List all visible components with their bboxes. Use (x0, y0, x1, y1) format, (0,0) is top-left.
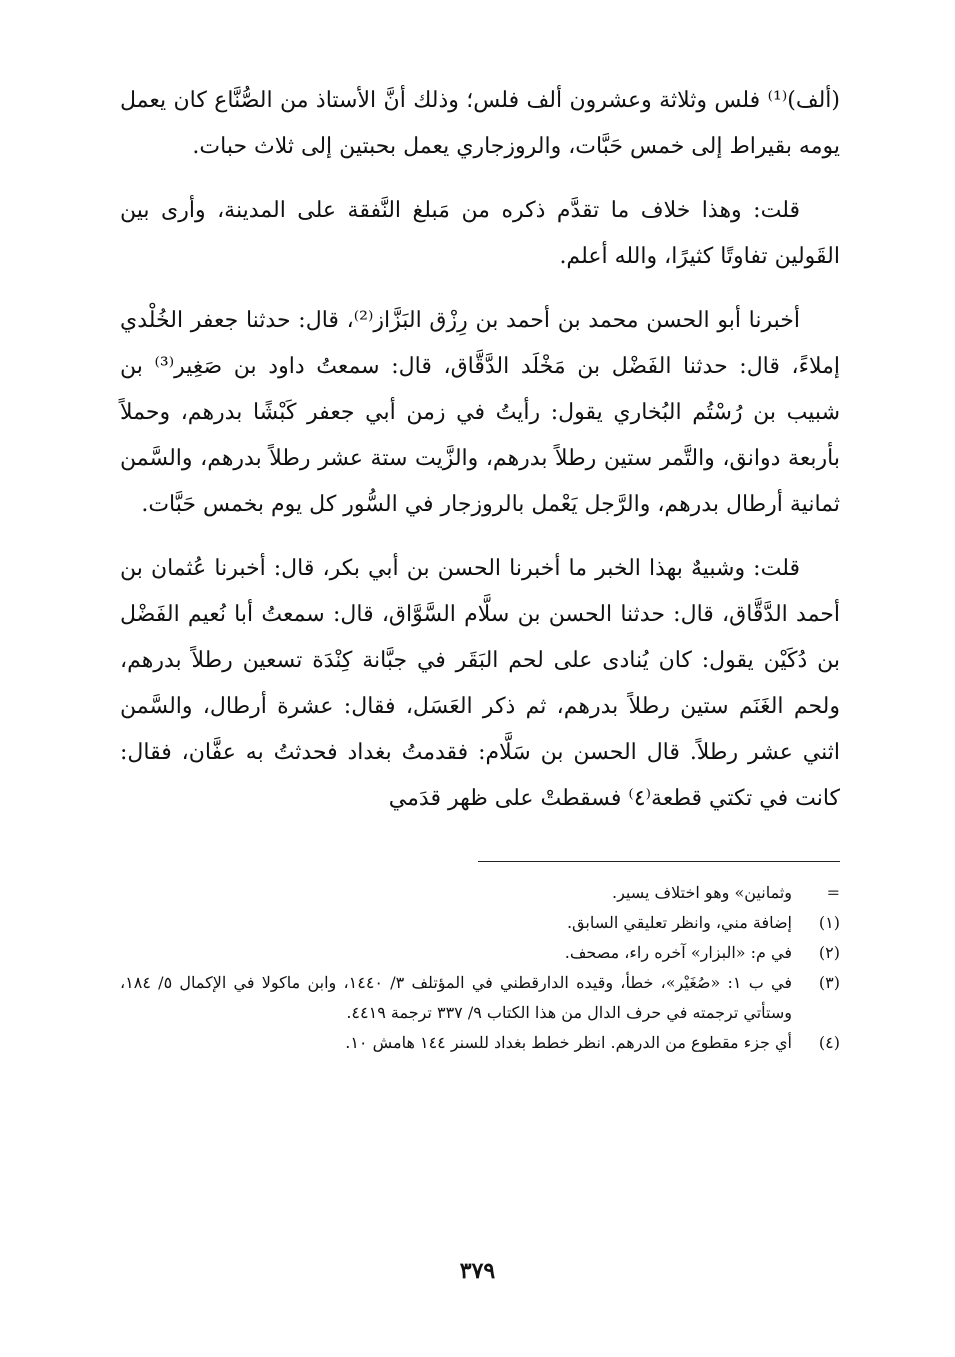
paragraph-2: قلت: وهذا خلاف ما تقدَّم ذكره من مَبلغ النَّفقة على المدينة، وأرى بين القَولين تفاوتًا كثيرًا، والله أعلم. (120, 198, 840, 269)
footnote-text: في م: «البزار» آخره راء، مصحف. (564, 943, 792, 962)
footnote-number: (٢) (818, 943, 840, 962)
footnote-text: في ب ١: «صُغَيْر»، خطأ، وقيده الدارقطني في المؤتلف ٣/ ١٤٤٠، وابن ماكولا في الإكمال ٥/ ١٨٤، وستأتي ترجمته في حرف الدال من هذا الكتاب ٩/ ٣٣٧ ترجمة ٤٤١٩. (120, 973, 792, 1022)
paragraph-1: (ألف)⁽¹⁾ فلس وثلاثة وعشرون ألف فلس؛ وذلك أنَّ الأستاذ من الصُّنَّاع كان يعمل يومه بقيراط إلى خمس حَبَّات، والروزجاري يعمل بحبتين إلى ثلاث حبات. (120, 88, 840, 159)
footnote-number: (١) (818, 913, 840, 932)
footnote-text: وثمانين» وهو اختلاف يسير. (611, 883, 792, 902)
page-number: ٣٧٩ (459, 1258, 496, 1284)
footnote-text: أي جزء مقطوع من الدرهم. انظر خطط بغداد للسنر ١٤٤ هامش ١٠. (345, 1033, 792, 1052)
footnote-marker: = (826, 883, 840, 902)
footnote-4 (120, 1028, 840, 1058)
footnote-text: إضافة مني، وانظر تعليقي السابق. (566, 913, 792, 932)
footnote-continuation (120, 878, 840, 908)
paragraph-4: قلت: وشبيهٌ بهذا الخبر ما أخبرنا الحسن بن أبي بكر، قال: أخبرنا عُثمان بن أحمد الدَّقَّاق، قال: حدثنا الحسن بن سلَّام السَّوَّاق، قال: سمعتُ أبا نُعيم الفَضْل بن دُكَيْن يقول: كان يُنادى على لحم البَقَر في جبَّانة كِنْدَة تسعين رطلاً بدرهم، ولحم الغَنَم ستين رطلاً بدرهم، ثم ذكر العَسَل، فقال: عشرة أرطال، والسَّمن اثني عشر رطلاً. قال الحسن بن سَلَّام: فقدمتُ بغداد فحدثتُ به عفَّان، فقال: كانت في تكتي قطعة⁽٤⁾ فسقطتْ على ظهر قدَمي (120, 556, 840, 811)
main-text (120, 78, 840, 822)
footnotes (120, 878, 840, 1058)
footnote-3 (120, 968, 840, 1028)
footnote-number: (٣) (818, 973, 840, 992)
footnote-1 (120, 908, 840, 938)
footnote-number: (٤) (818, 1033, 840, 1052)
footnote-divider (478, 861, 840, 862)
paragraph-3: أخبرنا أبو الحسن محمد بن أحمد بن رِزْق البَزَّاز⁽²⁾، قال: حدثنا جعفر الخُلْدي إملاءً، قال: حدثنا الفَضْل بن مَخْلَد الدَّقَّاق، قال: سمعتُ داود بن صَغِير⁽³⁾ بن شبيب بن رُسْتُم البُخاري يقول: رأيتُ في زمن أبي جعفر كَبْشًا بدرهم، وحملاً بأربعة دوانق، والتَّمر ستين رطلاً بدرهم، والزَّيت ستة عشر رطلاً بدرهم، والسَّمن ثمانية أرطال بدرهم، والرَّجل يَعْمل بالروزجار في السُّور كل يوم بخمس حَبَّات. (120, 308, 840, 517)
footnote-2 (120, 938, 840, 968)
